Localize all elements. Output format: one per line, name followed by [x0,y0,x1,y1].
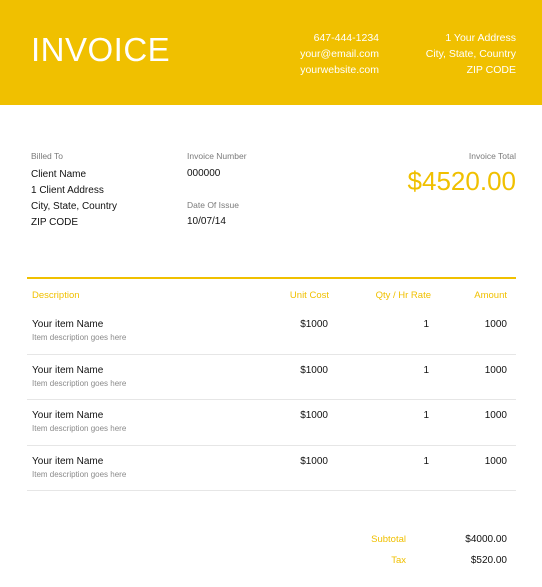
tax-label: Tax [391,555,406,566]
item-name: Your item Name [32,410,104,421]
billed-to-city: City, State, Country [31,201,117,212]
header-address-line-2: City, State, Country [425,48,516,60]
header-address-line-1: 1 Your Address [445,32,516,44]
item-qty: 1 [423,364,429,376]
billed-to-client-name: Client Name [31,169,87,180]
column-header-description: Description [32,290,80,301]
line-items [27,309,516,491]
table-top-rule [27,277,516,279]
invoice-number: 000000 [187,168,221,179]
invoice-total: $4520.00 [407,166,516,196]
item-description: Item description goes here [32,378,127,388]
header-address [426,30,516,78]
billed-to-label: Billed To [31,151,63,161]
invoice-header [0,0,542,105]
item-name: Your item Name [32,364,104,376]
item-unit-cost: $1000 [300,319,328,330]
billed-to-address: 1 Client Address [31,185,104,196]
header-address-line-3: ZIP CODE [466,64,516,76]
header-contact [300,30,379,78]
item-qty: 1 [423,455,429,467]
subtotal-label: Subtotal [371,534,406,545]
item-unit-cost: $1000 [300,410,328,421]
header-website: yourwebsite.com [300,64,379,76]
subtotal-value: $4000.00 [465,534,507,545]
item-name: Your item Name [32,455,104,467]
item-unit-cost: $1000 [300,455,328,467]
date-of-issue-label: Date Of Issue [187,200,239,210]
item-qty: 1 [423,410,429,421]
item-amount: 1000 [484,455,507,467]
header-email: your@email.com [300,48,379,60]
tax-value: $520.00 [470,555,507,566]
invoice-title: INVOICE [31,31,171,68]
item-amount: 1000 [484,319,507,330]
column-header-amount: Amount [474,290,507,301]
table-row [27,400,516,446]
item-name: Your item Name [32,319,104,330]
date-of-issue: 10/07/14 [187,216,226,227]
invoice-total-label: Invoice Total [468,151,516,161]
item-unit-cost: $1000 [300,364,328,376]
table-row [27,309,516,355]
column-header-qty: Qty / Hr Rate [375,290,431,301]
billed-to-zip: ZIP CODE [31,217,79,228]
column-header-unit-cost: Unit Cost [289,290,329,301]
item-amount: 1000 [484,364,507,376]
item-description: Item description goes here [32,424,127,433]
billed-to-block [31,167,117,231]
table-row [27,446,516,492]
item-qty: 1 [423,319,429,330]
item-description: Item description goes here [32,333,127,342]
invoice-number-label: Invoice Number [187,151,247,161]
item-description: Item description goes here [32,469,127,479]
table-row [27,355,516,401]
header-phone: 647-444-1234 [313,32,379,44]
item-amount: 1000 [484,410,507,421]
